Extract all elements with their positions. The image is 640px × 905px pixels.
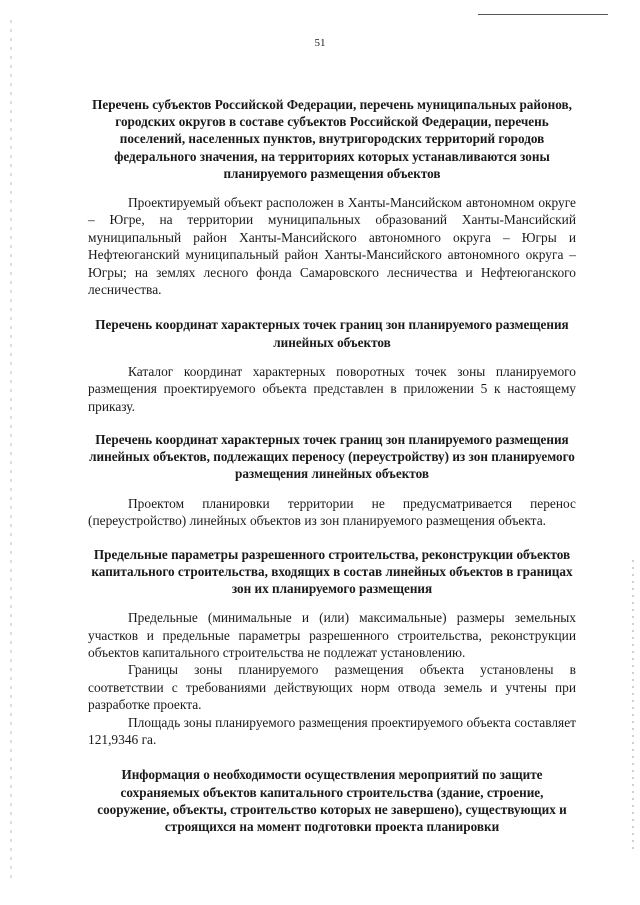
section-paragraph: Предельные (минимальные и (или) максимальные) размеры земельных участков и предельные параметры разрешенного строительства, реконструкции объектов капитального строительства не подлежат установлению. [88,610,576,660]
document-body [88,96,576,835]
section-paragraph: Площадь зоны планируемого размещения проектируемого объекта составляет 121,9346 га. [88,714,576,747]
section-heading-protection-measures: Информация о необходимости осуществления мероприятий по защите сохраняемых объектов капитального строительства (здание, строение, сооружение, объекты, строительство которых не завершено), существующих и строящихся на момент подготовки проекта планировки [97,767,567,834]
section-heading-relocation: Перечень координат характерных точек границ зон планируемого размещения линейных объектов, подлежащих переносу (переустройству) из зон планируемого размещения линейных объектов [89,432,575,482]
scan-edge-left [10,20,12,880]
page-number: 51 [314,37,326,49]
section-paragraph: Проектируемый объект расположен в Ханты-Мансийском автономном округе – Югре, на территории муниципальных образований Ханты-Мансийский муниципальный район Ханты-Мансийского автономного округа – Югры и Нефтеюганский муниципальный район Ханты-Мансийского автономного округа – Югры; на землях лесного фонда Самаровского лесничества и Нефтеюганского лесничества. [88,195,576,298]
section-heading-territories: Перечень субъектов Российской Федерации, перечень муниципальных районов, городских округов в составе субъектов Российской Федерации, перечень поселений, населенных пунктов, внутригородских территорий городов федерального значения, на территориях которых устанавливаются зоны планируемого размещения объектов [92,97,572,181]
section-paragraph: Границы зоны планируемого размещения объекта установлены в соответствии с требованиями действующих норм отвода земель и учтены при разработке проекта. [88,662,576,713]
section-paragraph: Каталог координат характерных поворотных точек зоны планируемого размещения проектируемого объекта представлен в приложении 5 к настоящему приказу. [88,363,576,414]
section-heading-coordinates: Перечень координат характерных точек границ зон планируемого размещения линейных объектов [95,317,569,350]
section-paragraph: Проектом планировки территории не предусматривается перенос (переустройство) линейных объектов из зон планируемого размещения объекта. [88,495,576,529]
section-heading-parameters: Предельные параметры разрешенного строительства, реконструкции объектов капитального строительства, входящих в состав линейных объектов в границах зон их планируемого размещения [91,546,573,596]
scan-edge-right [632,560,634,850]
scan-artifact-line [478,14,608,15]
